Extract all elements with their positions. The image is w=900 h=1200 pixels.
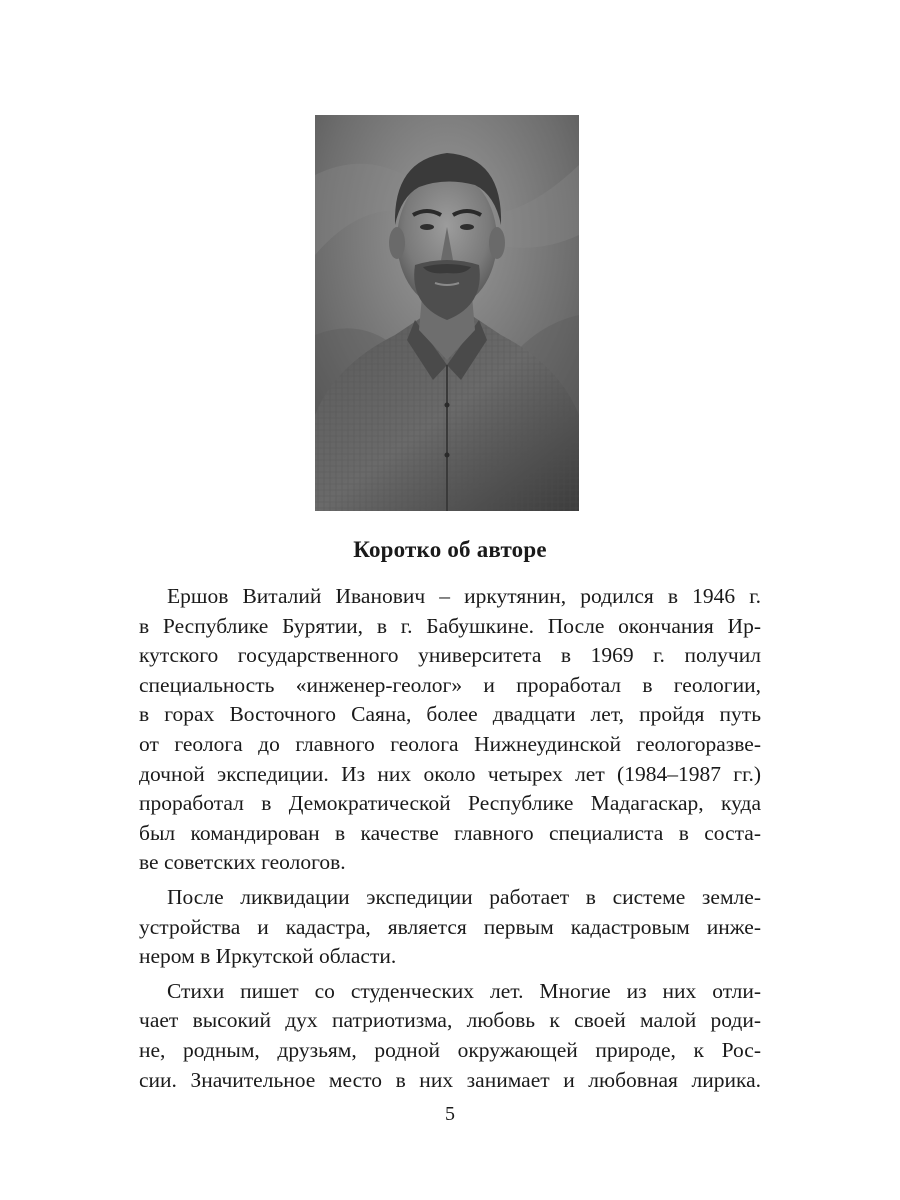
- text-line: ве советских геологов.: [139, 850, 346, 875]
- text-line: в Республике Бурятии, в г. Бабушкине. После окончания Ир-: [139, 613, 761, 638]
- text-line: нером в Иркутской области.: [139, 944, 397, 969]
- text-line: не, родным, друзьям, родной окружающей природе, к Рос-: [139, 1037, 761, 1062]
- text-line: Стихи пишет со студенческих лет. Многие из них отли-: [167, 978, 761, 1003]
- text-line: После ликвидации экспедиции работает в системе земле-: [167, 884, 761, 909]
- text-line: был командирован в качестве главного специалиста в соста-: [139, 820, 761, 845]
- text-line: устройства и кадастра, является первым кадастровым инже-: [139, 914, 761, 939]
- text-line: от геолога до главного геолога Нижнеудинской геологоразве-: [139, 731, 761, 756]
- text-line: сии. Значительное место в них занимает и любовная лирика.: [139, 1067, 761, 1092]
- text-line: дочной экспедиции. Из них около четырех лет (1984–1987 гг.): [139, 761, 761, 786]
- text-line: в горах Восточного Саяна, более двадцати лет, пройдя путь: [139, 702, 761, 727]
- text-line: кутского государственного университета в 1969 г. получил: [139, 643, 761, 668]
- page-number: 5: [445, 1103, 455, 1125]
- text-line: специальность «инженер-геолог» и проработал в геологии,: [139, 672, 761, 697]
- author-portrait-image: [315, 115, 579, 511]
- text-line: чает высокий дух патриотизма, любовь к своей малой роди-: [139, 1008, 761, 1033]
- author-bio: [139, 582, 761, 1100]
- bio-paragraph-3: [139, 977, 761, 1095]
- bio-paragraph-2: [139, 883, 761, 972]
- text-line: Ершов Виталий Иванович – иркутянин, родился в 1946 г.: [167, 584, 761, 608]
- author-photo: [315, 115, 579, 511]
- section-heading: Коротко об авторе: [353, 537, 547, 562]
- bio-paragraph-1: [139, 582, 761, 878]
- text-line: проработал в Демократической Республике Мадагаскар, куда: [139, 791, 761, 816]
